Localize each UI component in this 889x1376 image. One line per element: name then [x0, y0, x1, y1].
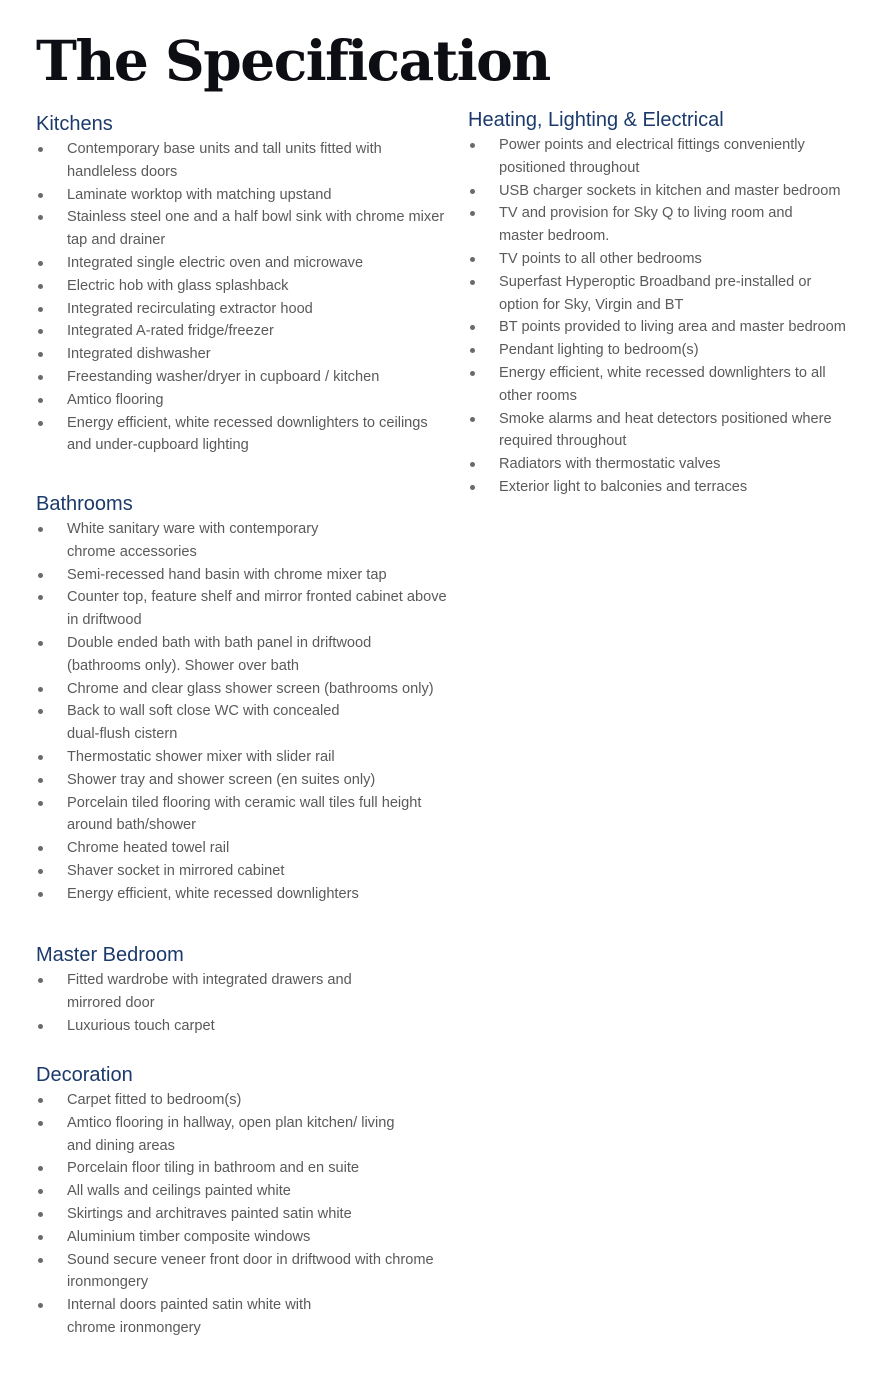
- list-item: Internal doors painted satin white with chrome ironmongery: [36, 1294, 476, 1340]
- list-item: USB charger sockets in kitchen and master bedroom: [468, 180, 878, 203]
- list-item: Electric hob with glass splashback: [36, 275, 454, 298]
- list-item: Sound secure veneer front door in driftwood with chrome ironmongery: [36, 1249, 476, 1295]
- list-item: Amtico flooring: [36, 389, 454, 412]
- list-item: Porcelain floor tiling in bathroom and en suite: [36, 1157, 476, 1180]
- list-item: Power points and electrical fittings conveniently positioned throughout: [468, 134, 878, 180]
- list-item: Fitted wardrobe with integrated drawers and mirrored door: [36, 969, 456, 1015]
- decoration-heading: Decoration: [36, 1064, 133, 1086]
- list-item: Integrated single electric oven and microwave: [36, 252, 454, 275]
- list-item: TV and provision for Sky Q to living room and master bedroom.: [468, 202, 878, 248]
- master-bedroom-heading: Master Bedroom: [36, 944, 184, 966]
- list-item: Integrated dishwasher: [36, 343, 454, 366]
- list-item: Thermostatic shower mixer with slider rail: [36, 746, 486, 769]
- list-item: Exterior light to balconies and terraces: [468, 476, 878, 499]
- page-title: The Specification: [36, 28, 550, 93]
- bathrooms-section: [36, 490, 486, 906]
- list-item: Aluminium timber composite windows: [36, 1226, 476, 1249]
- bathrooms-heading: Bathrooms: [36, 493, 133, 515]
- list-item: Contemporary base units and tall units fitted with handleless doors: [36, 138, 454, 184]
- list-item: Energy efficient, white recessed downlighters to ceilings and under-cupboard lighting: [36, 412, 454, 458]
- master-bedroom-list: [36, 969, 456, 1037]
- list-item: Radiators with thermostatic valves: [468, 453, 878, 476]
- list-item: White sanitary ware with contemporary chrome accessories: [36, 518, 486, 564]
- heating-lighting-electrical-heading: Heating, Lighting & Electrical: [468, 109, 724, 131]
- bathrooms-list: [36, 518, 486, 906]
- decoration-list: [36, 1089, 476, 1340]
- list-item: Smoke alarms and heat detectors positioned where required throughout: [468, 408, 878, 454]
- list-item: Superfast Hyperoptic Broadband pre-installed or option for Sky, Virgin and BT: [468, 271, 878, 317]
- kitchens-list: [36, 138, 454, 457]
- list-item: Energy efficient, white recessed downlighters to all other rooms: [468, 362, 878, 408]
- list-item: Chrome and clear glass shower screen (bathrooms only): [36, 678, 486, 701]
- list-item: Energy efficient, white recessed downlighters: [36, 883, 486, 906]
- list-item: Freestanding washer/dryer in cupboard / kitchen: [36, 366, 454, 389]
- decoration-section: [36, 1061, 476, 1340]
- kitchens-section: [36, 110, 454, 457]
- list-item: Laminate worktop with matching upstand: [36, 184, 454, 207]
- list-item: Pendant lighting to bedroom(s): [468, 339, 878, 362]
- kitchens-heading: Kitchens: [36, 113, 113, 135]
- list-item: Semi-recessed hand basin with chrome mixer tap: [36, 564, 486, 587]
- list-item: Chrome heated towel rail: [36, 837, 486, 860]
- list-item: Counter top, feature shelf and mirror fronted cabinet above in driftwood: [36, 586, 486, 632]
- heating-lighting-electrical-section: [468, 106, 878, 499]
- list-item: Skirtings and architraves painted satin white: [36, 1203, 476, 1226]
- list-item: Integrated A-rated fridge/freezer: [36, 320, 454, 343]
- list-item: Shaver socket in mirrored cabinet: [36, 860, 486, 883]
- list-item: Amtico flooring in hallway, open plan kitchen/ living and dining areas: [36, 1112, 476, 1158]
- list-item: TV points to all other bedrooms: [468, 248, 878, 271]
- list-item: Luxurious touch carpet: [36, 1015, 456, 1038]
- list-item: Integrated recirculating extractor hood: [36, 298, 454, 321]
- heating-lighting-electrical-list: [468, 134, 878, 499]
- list-item: Stainless steel one and a half bowl sink with chrome mixer tap and drainer: [36, 206, 454, 252]
- list-item: BT points provided to living area and master bedroom: [468, 316, 878, 339]
- list-item: Porcelain tiled flooring with ceramic wall tiles full height around bath/shower: [36, 792, 486, 838]
- list-item: Back to wall soft close WC with concealed dual-flush cistern: [36, 700, 486, 746]
- list-item: All walls and ceilings painted white: [36, 1180, 476, 1203]
- list-item: Shower tray and shower screen (en suites only): [36, 769, 486, 792]
- list-item: Carpet fitted to bedroom(s): [36, 1089, 476, 1112]
- list-item: Double ended bath with bath panel in driftwood (bathrooms only). Shower over bath: [36, 632, 486, 678]
- master-bedroom-section: [36, 941, 456, 1037]
